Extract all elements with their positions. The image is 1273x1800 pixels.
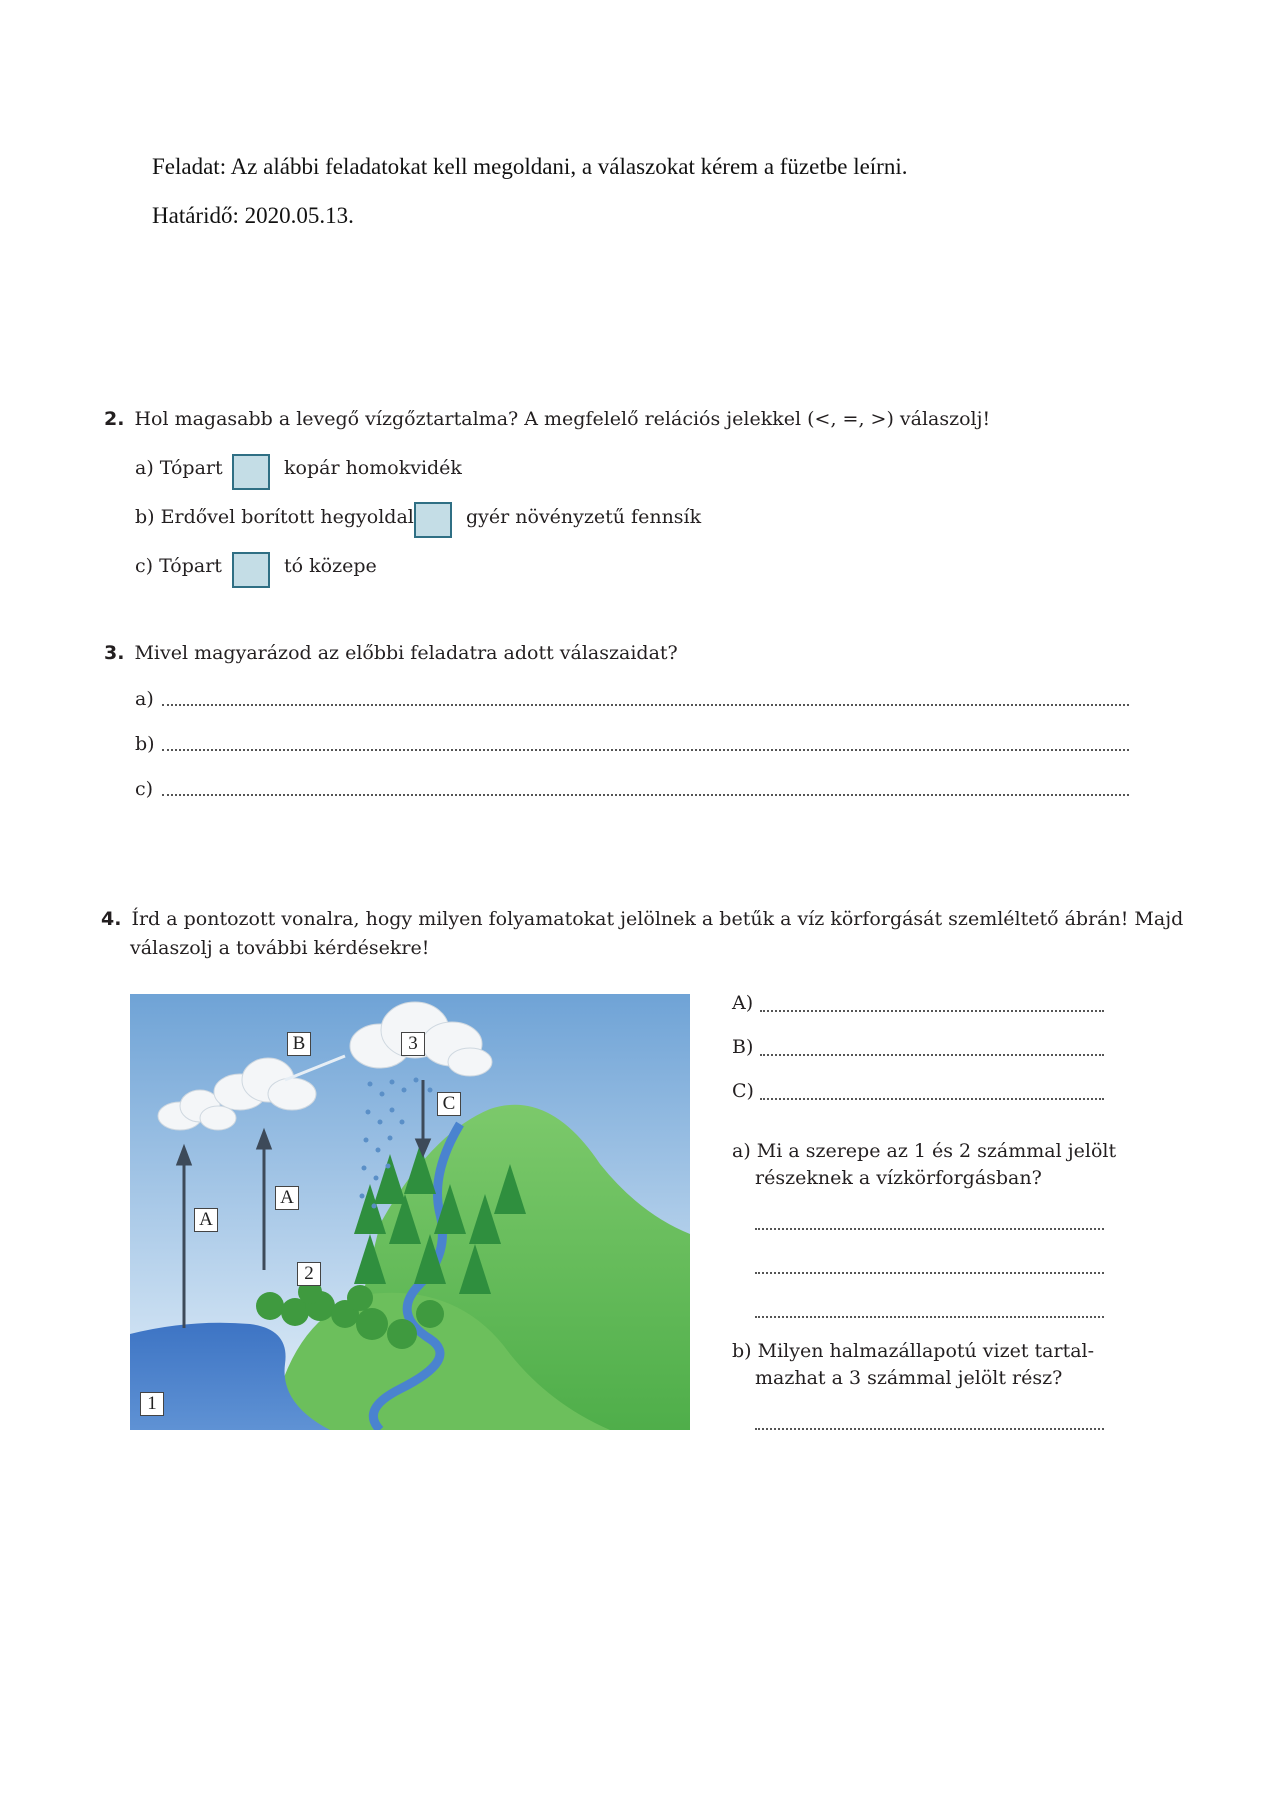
q2-row-c-left: c) Tópart xyxy=(135,555,222,577)
q4-answer-label-c: C) xyxy=(732,1080,754,1102)
q2-row-c-right: tó közepe xyxy=(284,555,377,577)
question-text: Hol magasabb a levegő vízgőztartalma? A megfelelő relációs jelekkel (<, =, >) válaszolj! xyxy=(134,408,991,430)
question-text-line1: Írd a pontozott vonalra, hogy milyen folyamatokat jelölnek a betűk a víz körforgását szemléltető ábrán! Majd xyxy=(131,908,1184,930)
q4-sub-b-line2: mazhat a 3 számmal jelölt rész? xyxy=(755,1367,1063,1389)
question-2 xyxy=(104,408,990,430)
q3-line-label-b: b) xyxy=(135,733,155,755)
q4-sub-a-line2: részeknek a vízkörforgásban? xyxy=(755,1167,1042,1189)
q2-row-b-right: gyér növényzetű fennsík xyxy=(466,506,702,528)
q2-row-a-left: a) Tópart xyxy=(135,457,223,479)
question-number: 2. xyxy=(104,408,125,430)
q3-line-label-a: a) xyxy=(135,688,154,710)
deadline: Határidő: 2020.05.13. xyxy=(152,203,354,228)
q4-sub-a-answer-line-1[interactable] xyxy=(755,1228,1104,1230)
q4-sub-a-answer-line-2[interactable] xyxy=(755,1272,1104,1274)
q4-sub-a-line1: a) Mi a szerepe az 1 és 2 számmal jelölt xyxy=(732,1140,1117,1162)
q4-answer-label-a: A) xyxy=(732,992,754,1014)
label-a-left: A xyxy=(194,1208,218,1232)
label-3: 3 xyxy=(401,1032,425,1056)
label-2: 2 xyxy=(297,1262,321,1286)
q2-answer-box-a[interactable] xyxy=(232,454,270,490)
q2-answer-box-b[interactable] xyxy=(414,502,452,538)
q2-answer-box-c[interactable] xyxy=(232,552,270,588)
question-text: Mivel magyarázod az előbbi feladatra adott válaszaidat? xyxy=(134,642,678,664)
question-text-line2: válaszolj a további kérdésekre! xyxy=(130,937,430,959)
q4-answer-line-b[interactable] xyxy=(760,1054,1104,1056)
q3-answer-line-c[interactable] xyxy=(162,794,1129,796)
question-number: 4. xyxy=(101,908,122,930)
question-3 xyxy=(104,642,678,664)
water-cycle-diagram xyxy=(130,994,690,1430)
q4-sub-a-answer-line-3[interactable] xyxy=(755,1316,1104,1318)
q4-answer-line-a[interactable] xyxy=(760,1010,1104,1012)
label-b: B xyxy=(287,1032,311,1056)
q4-sub-b-line1: b) Milyen halmazállapotú vizet tartal- xyxy=(732,1340,1095,1362)
question-number: 3. xyxy=(104,642,125,664)
q4-answer-label-b: B) xyxy=(732,1036,754,1058)
task-instruction: Feladat: Az alábbi feladatokat kell megoldani, a válaszokat kérem a füzetbe leírni. xyxy=(152,154,908,179)
q3-answer-line-a[interactable] xyxy=(162,704,1129,706)
label-1: 1 xyxy=(140,1392,164,1416)
q3-answer-line-b[interactable] xyxy=(162,749,1129,751)
label-c: C xyxy=(437,1092,461,1116)
q4-sub-b-answer-line[interactable] xyxy=(755,1428,1104,1430)
label-a-right: A xyxy=(275,1186,299,1210)
q4-answer-line-c[interactable] xyxy=(760,1098,1104,1100)
q3-line-label-c: c) xyxy=(135,778,154,800)
question-4 xyxy=(101,908,1183,930)
q2-row-b-left: b) Erdővel borított hegyoldal xyxy=(135,506,414,528)
q2-row-a-right: kopár homokvidék xyxy=(284,457,462,479)
